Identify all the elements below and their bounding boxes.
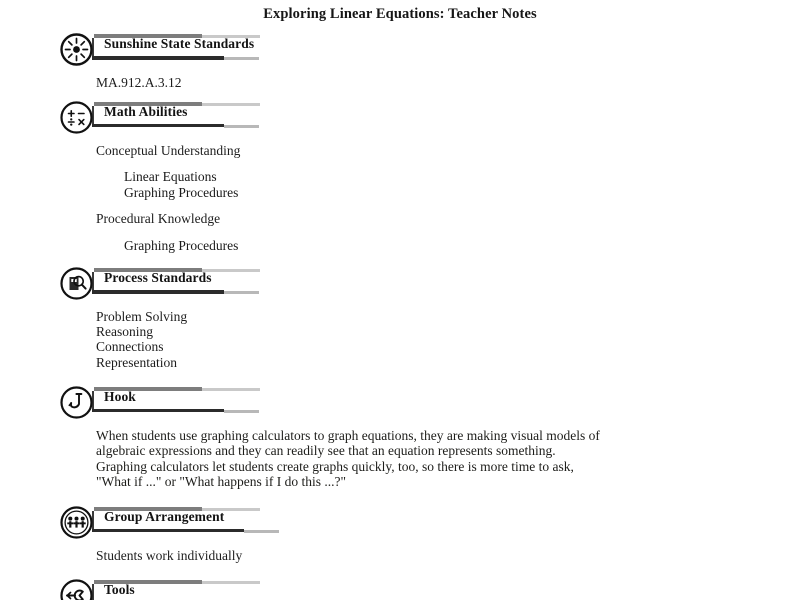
ability-item: Linear Equations <box>124 169 217 184</box>
banner-underline-light <box>224 57 259 60</box>
fish-hook-icon <box>60 386 93 419</box>
wrench-icon <box>60 579 93 600</box>
standard-code: MA.912.A.3.12 <box>96 75 182 90</box>
section-heading-label: Hook <box>104 388 136 404</box>
section-header-hook <box>60 386 800 420</box>
banner-underline <box>92 290 224 294</box>
paragraph-line: algebraic expressions and they can readily see that an equation represents something. <box>96 443 556 459</box>
section-header-tools <box>60 579 800 600</box>
ability-item: Graphing Procedures <box>124 184 239 200</box>
paragraph-line: When students use graphing calculators to graph equations, they are making visual models of <box>96 427 600 443</box>
process-standards-list <box>96 309 800 370</box>
section-header-group-arrangement <box>60 506 800 540</box>
banner-underline <box>92 56 224 60</box>
banner-underline-light <box>244 530 279 533</box>
ability-group-label: Conceptual Understanding <box>96 142 241 158</box>
magnifier-icon <box>60 267 93 300</box>
banner-underline <box>92 409 224 413</box>
ability-item: Graphing Procedures <box>124 237 239 253</box>
banner-underline-light <box>224 410 259 413</box>
section-heading-label: Sunshine State Standards <box>104 36 255 51</box>
list-item: Representation <box>96 354 177 370</box>
math-operations-icon <box>60 101 93 134</box>
section-heading-label: Process Standards <box>104 270 212 285</box>
list-item: Problem Solving <box>96 309 188 324</box>
section-heading-label: Math Abilities <box>104 103 188 119</box>
section-heading-label: Tools <box>104 582 135 598</box>
section-header-math-abilities <box>60 101 800 135</box>
group-arrangement-note: Students work individually <box>96 547 243 563</box>
banner-underline-light <box>224 291 259 294</box>
page-title: Exploring Linear Equations: Teacher Notes <box>263 6 537 22</box>
sun-icon <box>60 33 93 66</box>
list-item: Connections <box>96 339 164 355</box>
group-people-icon <box>60 506 93 539</box>
section-heading-label: Group Arrangement <box>104 508 225 524</box>
paragraph-line: Graphing calculators let students create graphs quickly, too, so there is more time to ask, <box>96 458 574 474</box>
banner-underline-light <box>224 125 259 128</box>
hook-paragraph <box>96 428 706 490</box>
list-item: Reasoning <box>96 324 153 340</box>
paragraph-line: "What if ..." or "What happens if I do this ...?" <box>96 474 346 490</box>
section-header-sunshine-state-standards <box>60 33 800 67</box>
section-header-process-standards <box>60 267 800 301</box>
ability-group-label: Procedural Knowledge <box>96 211 221 226</box>
banner-underline <box>92 529 244 533</box>
banner-underline <box>92 124 224 128</box>
